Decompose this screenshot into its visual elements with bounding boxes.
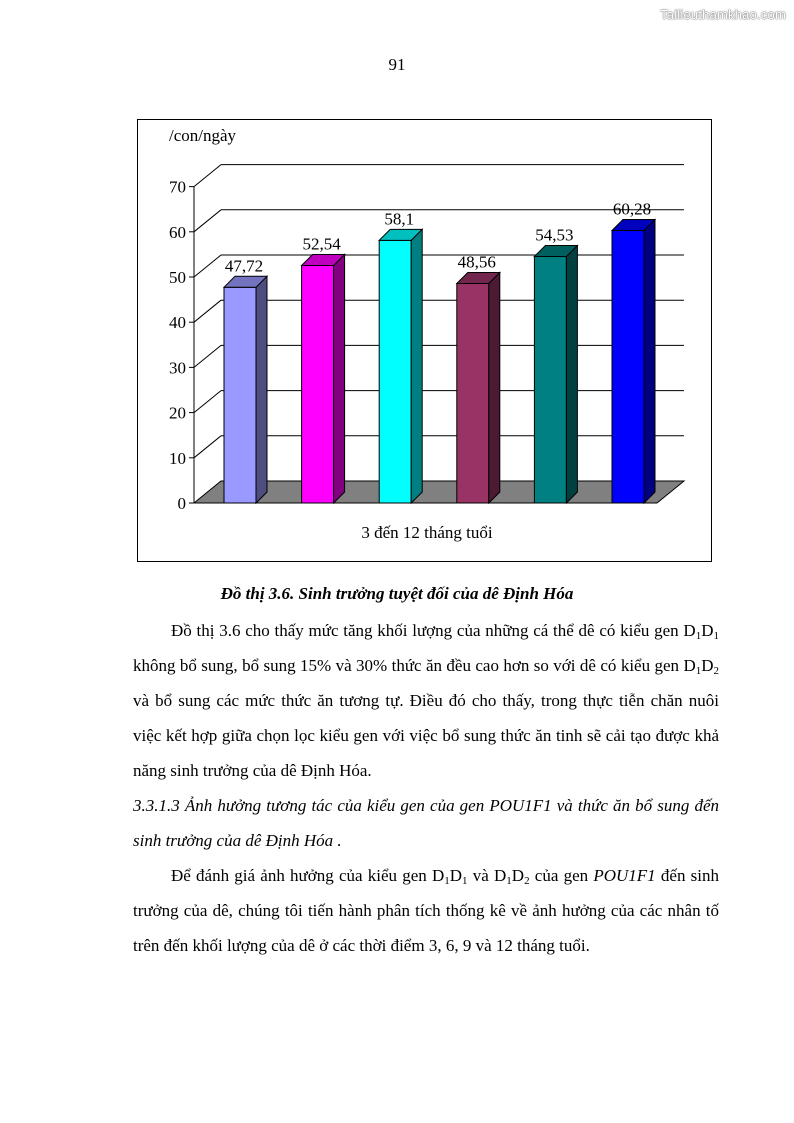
bar-value-label: 48,56 [457,252,496,272]
bar-side [644,220,655,503]
bar-value-label: 60,28 [612,199,652,219]
text-run: D [701,621,714,640]
y-tick-label: 50 [169,268,186,287]
text-run: Đồ thị 3.6 cho thấy mức tăng khối lượng của những cá thể dê có kiểu gen D [171,621,696,640]
paragraph-1 [133,613,719,788]
bar-chart [137,119,712,562]
watermark: Tailieuthamkhao.com [660,7,786,22]
text-run: D [701,656,714,675]
y-tick-label: 70 [169,177,186,197]
text-run: D [449,866,463,885]
gridline-diagonal [194,210,221,232]
bar-value-label: 47,72 [224,256,264,276]
heading-text: 3.3.1.3 Ảnh hưởng tương tác của kiểu gen của gen POU1F1 và thức ăn bổ sung đến sinh trưởng của dê Định Hóa . [133,796,719,850]
bar-front [302,266,334,503]
gene-name: POU1F1 [593,866,656,885]
y-tick-label: 40 [169,313,186,333]
gridline-diagonal [194,165,221,187]
subscript: 2 [524,875,530,887]
y-tick-label: 60 [169,222,186,242]
gridline-diagonal [194,436,221,458]
gridline-diagonal [194,345,221,367]
subscript: 1 [695,630,702,642]
bar-side [334,255,345,503]
bar-front [612,231,644,503]
bar-value-label: 54,53 [535,225,574,245]
y-axis-label: /con/ngày [169,126,237,145]
subscript: 1 [506,875,512,887]
gridline-diagonal [194,391,221,413]
y-tick-label: 20 [169,403,186,423]
y-tick-label: 30 [169,358,186,378]
bar-front [457,284,489,503]
gridline-diagonal [194,300,221,322]
figure-caption: Đồ thị 3.6. Sinh trưởng tuyệt đối của dê Định Hóa [220,584,574,603]
text-run: D [511,866,525,885]
text-run: của gen [529,866,594,885]
text-run: và bổ sung các mức thức ăn tương tự. Điều đó cho thấy, trong thực tiễn chăn nuôi việc kết hợp giữa chọn lọc kiểu gen với việc bổ sung thức ăn tinh sẽ cải tạo được khả năng sinh trưởng của dê Định Hóa. [133,691,719,780]
section-heading [133,788,719,858]
bar-front [534,257,566,503]
bar-side [489,273,500,503]
x-axis-label: 3 đến 12 tháng tuổi [361,523,493,542]
y-axis-ticks [169,178,194,513]
text-run: không bổ sung, bổ sung 15% và 30% thức ăn đều cao hơn so với dê có kiểu gen D [133,656,696,675]
bar-value-label: 52,54 [302,234,341,254]
subscript: 2 [713,665,719,677]
text-run: và D [467,866,507,885]
bar-front [224,287,256,503]
bar-side [256,276,267,503]
paragraph-2 [133,858,719,963]
bar-front [379,240,411,503]
subscript: 1 [462,875,468,887]
text-run: Để đánh giá ảnh hưởng của kiểu gen D [171,866,445,885]
text-run: đến sinh trưởng của dê, chúng tôi tiến hành phân tích thống kê về ảnh hưởng của các nhân tố trên đến khối lượng của dê ở các thời điểm 3, 6, 9 và 12 tháng tuổi. [133,866,719,955]
y-tick-label: 10 [169,448,186,468]
subscript: 1 [695,665,702,677]
subscript: 1 [713,630,719,642]
bar-side [566,246,577,503]
bar-side [411,229,422,503]
subscript: 1 [444,875,450,887]
chart-bars [224,220,655,503]
gridline-diagonal [194,255,221,277]
chart-value-labels [225,200,651,276]
bar-value-label: 58,1 [384,209,415,229]
page-number: 91 [388,55,406,74]
y-tick-label: 0 [177,494,186,513]
